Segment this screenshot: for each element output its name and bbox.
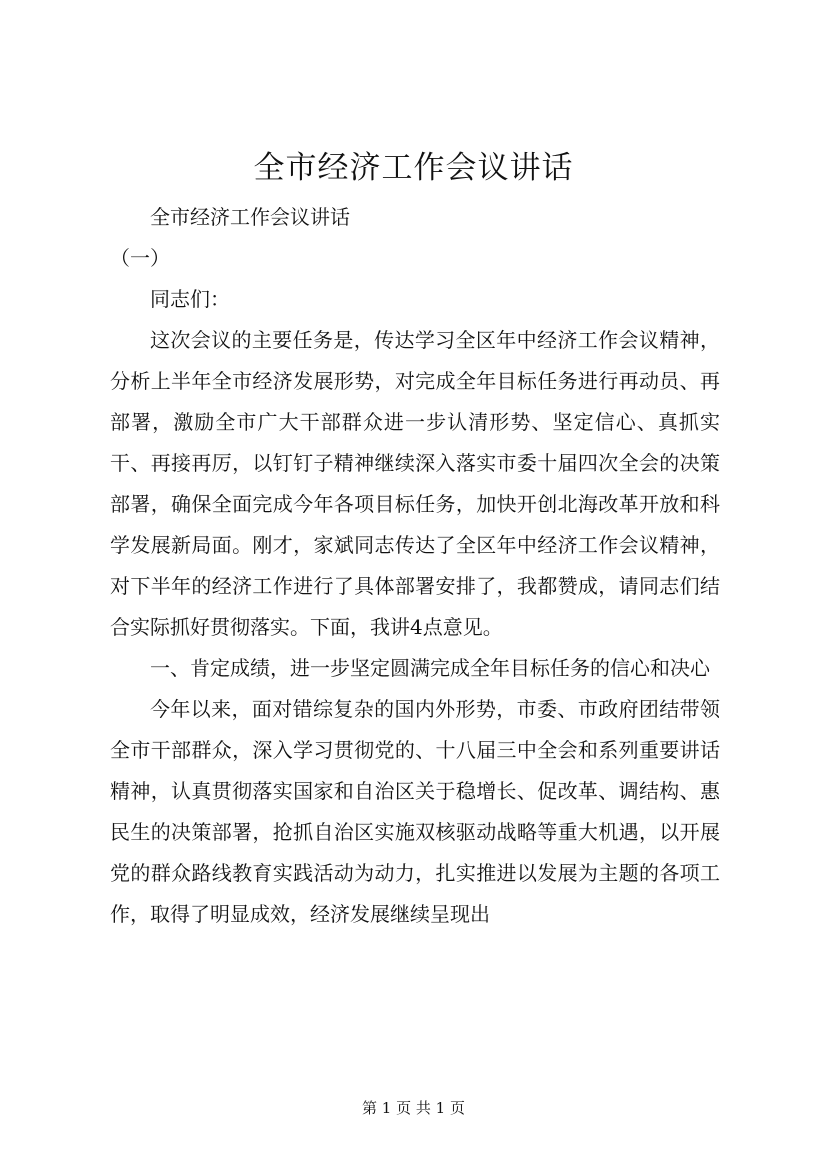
intro-paragraph: 这次会议的主要任务是，传达学习全区年中经济工作会议精神，分析上半年全市经济发展形势，对完成全年目标任务进行再动员、再部署，激励全市广大干部群众进一步认清形势、坚定信心、真抓实干、再接再厉，以钉钉子精神继续深入落实市委十届四次全会的决策部署，确保全面完成今年各项目标任务，加快开创北海改革开放和科学发展新局面。刚才，家斌同志传达了全区年中经济工作会议精神，对下半年的经济工作进行了具体部署安排了，我都赞成，请同志们结合实际抓好贯彻落实。下面，我讲4点意见。 [110,328,720,639]
section-number: （一） [110,246,170,270]
document-body [110,197,720,935]
section-heading: 一、肯定成绩，进一步坚定圆满完成全年目标任务的信心和决心 [150,656,710,680]
body-paragraph: 今年以来，面对错综复杂的国内外形势，市委、市政府团结带领全市干部群众，深入学习贯彻党的、十八届三中全会和系列重要讲话精神，认真贯彻落实国家和自治区关于稳增长、促改革、调结构、惠民生的决策部署，抢抓自治区实施双核驱动战略等重大机遇，以开展党的群众路线教育实践活动为动力，扎实推进以发展为主题的各项工作，取得了明显成效，经济发展继续呈现出 [110,697,720,926]
document-title: 全市经济工作会议讲话 [253,150,574,186]
subtitle-paragraph: 全市经济工作会议讲话 [150,205,350,229]
page-footer: 第 1 页 共 1 页 [362,1099,465,1117]
salutation: 同志们： [150,287,230,311]
